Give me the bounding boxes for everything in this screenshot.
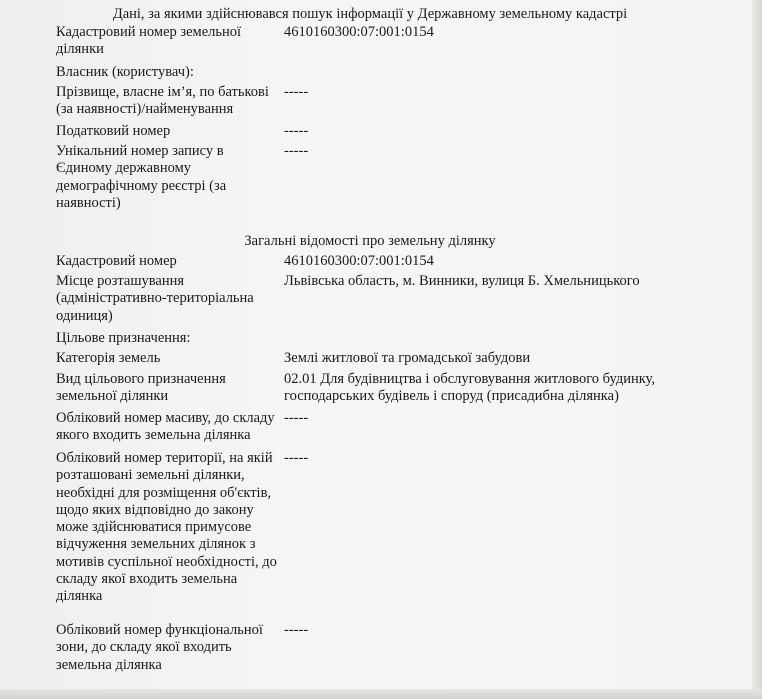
row-label-tax-number: Податковий номер	[56, 123, 171, 139]
row-value-tax-number: -----	[284, 123, 309, 139]
row-label-cadastral-number: Кадастровий номер земельної ділянки	[56, 24, 242, 58]
row-label-territory-number: Обліковий номер території, на якій розташовані земельні ділянки, необхідні для розміщення об'єктів, щодо яких відповідно до закону може здійснюватися примусове відчуження земельних ділянок з мотивів суспільної необхідності, до складу якої входить земельна ділянка	[56, 450, 277, 605]
page-edge-bottom	[0, 689, 762, 699]
row-value-owner-name: -----	[284, 84, 309, 100]
row-label-array-number: Обліковий номер масиву, до складу якого входить земельна ділянка	[56, 410, 275, 444]
row-value-location: Львівська область, м. Винники, вулиця Б. Хмельницького	[284, 273, 640, 289]
row-value-array-number: -----	[284, 410, 309, 426]
row-value-cadastral-number: 4610160300:07:001:0154	[284, 24, 434, 40]
page-edge-right	[752, 0, 762, 699]
search-data-heading: Дані, за якими здійснювався пошук інформації у Державному земельному кадастрі	[112, 6, 628, 22]
row-label-location: Місце розташування (адміністративно-територіальна одиниця)	[56, 273, 254, 324]
row-label-owner-name: Прізвище, власне ім’я, по батькові (за наявності)/найменування	[56, 84, 269, 118]
row-label-demographic-record: Унікальний номер запису в Єдиному державному демографічному реєстрі (за наявності)	[56, 143, 227, 211]
row-label-cadastral-number-2: Кадастровий номер	[56, 253, 177, 269]
row-label-functional-zone: Обліковий номер функціональної зони, до складу якої входить земельна ділянка	[56, 622, 263, 673]
row-value-cadastral-number-2: 4610160300:07:001:0154	[284, 253, 434, 269]
row-label-purpose: Цільове призначення:	[56, 330, 191, 346]
row-label-owner: Власник (користувач):	[56, 64, 194, 80]
row-label-land-category: Категорія земель	[56, 350, 161, 366]
row-value-land-category: Землі житлової та громадської забудови	[284, 350, 531, 366]
row-value-territory-number: -----	[284, 450, 309, 466]
row-value-functional-zone: -----	[284, 622, 309, 638]
general-info-heading: Загальні відомості про земельну ділянку	[244, 233, 496, 249]
row-label-purpose-type: Вид цільового призначення земельної ділянки	[56, 371, 226, 405]
row-value-demographic-record: -----	[284, 143, 309, 159]
row-value-purpose-type: 02.01 Для будівництва і обслуговування житлового будинку, господарських будівель і споруд (присадибна ділянка)	[284, 371, 655, 405]
